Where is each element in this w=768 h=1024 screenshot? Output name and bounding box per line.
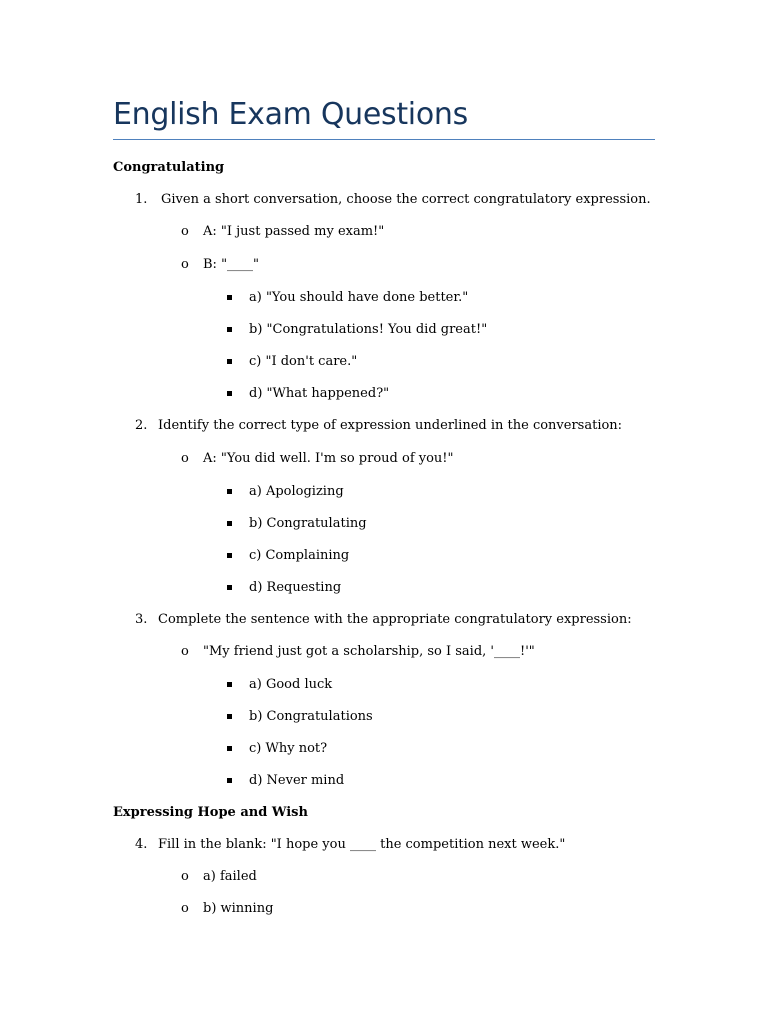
section-heading: Congratulating — [113, 160, 225, 175]
bullet-marker — [227, 489, 232, 494]
answer-option: b) Congratulating — [249, 516, 367, 531]
sub-item-text: "My friend just got a scholarship, so I said, '____!'" — [203, 644, 535, 659]
bullet-marker — [227, 553, 232, 558]
bullet-marker — [227, 682, 232, 687]
answer-option: a) Apologizing — [249, 484, 344, 499]
answer-option: c) "I don't care." — [249, 354, 358, 369]
bullet-marker — [227, 778, 232, 783]
bullet-marker — [227, 295, 232, 300]
sub-item-text: a) failed — [203, 869, 257, 884]
bullet-marker — [227, 521, 232, 526]
question-text: Fill in the blank: "I hope you ____ the competition next week." — [158, 837, 566, 852]
sub-item-marker: o — [181, 257, 189, 272]
bullet-marker — [227, 714, 232, 719]
sub-item-marker: o — [181, 869, 189, 884]
question-text: Given a short conversation, choose the correct congratulatory expression. — [161, 192, 651, 207]
sub-item-text: B: "____" — [203, 257, 260, 272]
title-underline — [113, 139, 655, 140]
answer-option: c) Why not? — [249, 741, 328, 756]
bullet-marker — [227, 359, 232, 364]
bullet-marker — [227, 391, 232, 396]
sub-item-marker: o — [181, 451, 189, 466]
document-title: English Exam Questions — [113, 97, 468, 132]
bullet-marker — [227, 746, 232, 751]
bullet-marker — [227, 585, 232, 590]
answer-option: b) Congratulations — [249, 709, 373, 724]
answer-option: a) "You should have done better." — [249, 290, 469, 305]
question-number: 2. — [135, 418, 148, 433]
answer-option: d) "What happened?" — [249, 386, 390, 401]
sub-item-marker: o — [181, 644, 189, 659]
question-text: Identify the correct type of expression underlined in the conversation: — [158, 418, 623, 433]
sub-item-marker: o — [181, 224, 189, 239]
answer-option: d) Never mind — [249, 773, 345, 788]
question-text: Complete the sentence with the appropriate congratulatory expression: — [158, 612, 632, 627]
section-heading: Expressing Hope and Wish — [113, 805, 308, 820]
answer-option: b) "Congratulations! You did great!" — [249, 322, 488, 337]
bullet-marker — [227, 327, 232, 332]
question-number: 4. — [135, 837, 148, 852]
sub-item-marker: o — [181, 901, 189, 916]
answer-option: d) Requesting — [249, 580, 342, 595]
answer-option: a) Good luck — [249, 677, 333, 692]
sub-item-text: b) winning — [203, 901, 274, 916]
sub-item-text: A: "I just passed my exam!" — [203, 224, 385, 239]
answer-option: c) Complaining — [249, 548, 350, 563]
question-number: 1. — [135, 192, 148, 207]
sub-item-text: A: "You did well. I'm so proud of you!" — [203, 451, 454, 466]
question-number: 3. — [135, 612, 148, 627]
